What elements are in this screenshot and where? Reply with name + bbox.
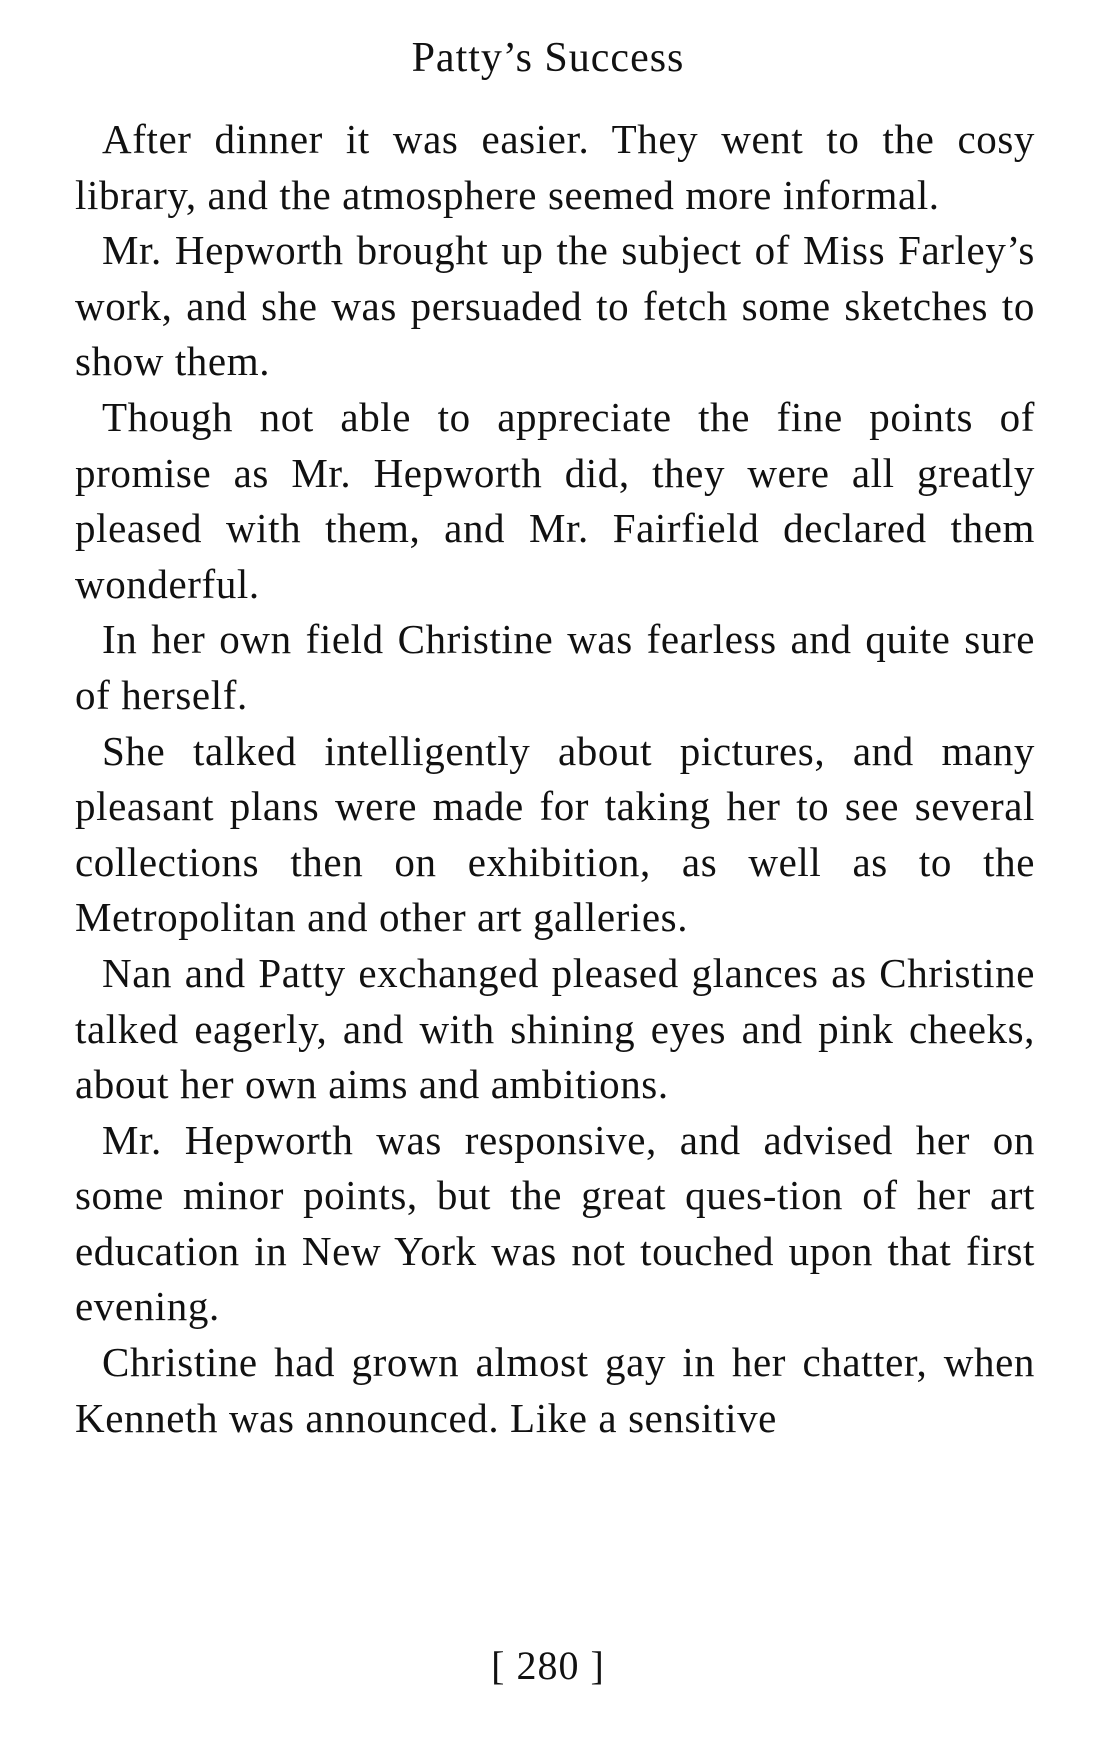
paragraph-7: Mr. Hepworth was responsive, and advised her on some minor points, but the great ques-tion of her art education in New York was not touched upon that first evening.	[75, 1116, 1035, 1330]
paragraph-5: She talked intelligently about pictures, and many pleasant plans were made for taking her to see several collections then on exhibition, as well as to the Metropolitan and other art galleries.	[75, 727, 1035, 941]
body-text	[75, 112, 1035, 1446]
paragraph-3: Though not able to appreciate the fine points of promise as Mr. Hepworth did, they were all greatly pleased with them, and Mr. Fairfield declared them wonderful.	[75, 393, 1035, 607]
paragraph-8: Christine had grown almost gay in her chatter, when Kenneth was announced. Like a sensitive	[75, 1339, 1035, 1441]
running-head-title: Patty’s Success	[411, 35, 685, 81]
paragraph-4: In her own field Christine was fearless and quite sure of herself.	[75, 616, 1035, 718]
paragraph-1: After dinner it was easier. They went to the cosy library, and the atmosphere seemed more informal.	[75, 116, 1035, 218]
paragraph-2: Mr. Hepworth brought up the subject of Miss Farley’s work, and she was persuaded to fetch some sketches to show them.	[75, 227, 1035, 385]
paragraph-6: Nan and Patty exchanged pleased glances as Christine talked eagerly, and with shining eyes and pink cheeks, about her own aims and ambitions.	[75, 949, 1035, 1108]
page-number: [ 280 ]	[491, 1643, 605, 1688]
